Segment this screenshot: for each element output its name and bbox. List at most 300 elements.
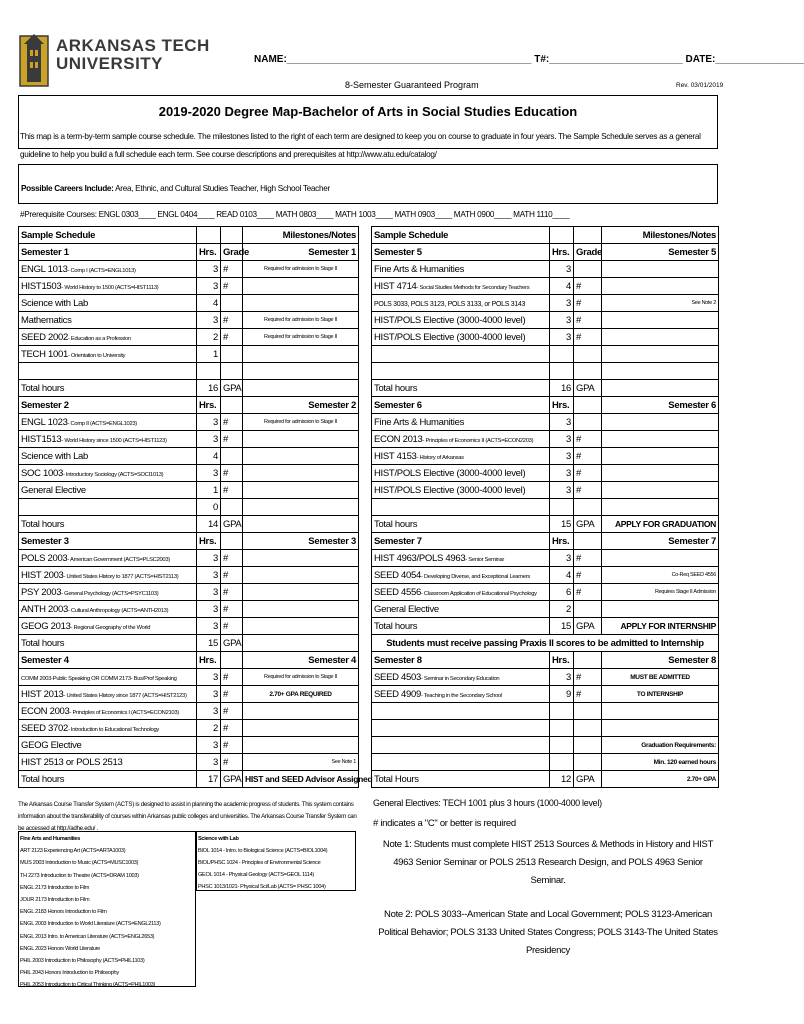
course-code: Total hours: [374, 518, 418, 530]
course-cell: [19, 754, 197, 771]
milestone-cell: [243, 380, 359, 397]
table-row: [19, 533, 359, 550]
hours-cell: 3: [197, 414, 221, 431]
table-row: [372, 737, 719, 754]
list-item: Science with Lab: [198, 836, 239, 842]
course-desc: - Comp II (ACTS=ENGL1023): [67, 420, 137, 427]
course-cell: [19, 414, 197, 431]
course-code: TECH 1001: [21, 348, 68, 360]
grade-cell: GPA: [221, 380, 243, 397]
course-desc: - Senior Seminar: [465, 556, 505, 563]
general-electives: General Electives: TECH 1001 plus 3 hours (1000-4000 level): [373, 798, 602, 808]
hours-cell: 3: [197, 601, 221, 618]
table-row: [372, 363, 719, 380]
milestones-header: Milestones/Notes: [602, 227, 719, 244]
course-cell: [372, 329, 550, 346]
grade-cell: [574, 754, 602, 771]
hours-cell: 3: [550, 295, 574, 312]
semester-label: Semester 1: [19, 244, 197, 261]
milestone-cell: [243, 703, 359, 720]
hours-cell: 3: [197, 584, 221, 601]
course-code: General Elective: [21, 484, 86, 496]
course-cell: [372, 261, 550, 278]
course-code: Science with Lab: [21, 297, 89, 309]
grade-header: [221, 652, 243, 669]
hours-cell: 3: [197, 754, 221, 771]
milestone-cell: [243, 618, 359, 635]
semester-label: Semester 3: [19, 533, 197, 550]
milestone-cell: [243, 346, 359, 363]
hours-cell: [550, 499, 574, 516]
grade-header: Grade: [221, 244, 243, 261]
course-code: SEED 4909: [374, 688, 421, 700]
milestone-cell: [602, 499, 719, 516]
list-item: ENGL 2023 Honors World Literature: [20, 945, 100, 952]
description-text: This map is a term-by-term sample course schedule. The milestones listed to the right of each term are designed to keep you on course to graduate in four years. The Sample Schedule serves as a general guideline to help you build a full schedule each term. See course descriptions and prerequisites at http://www.atu.edu/catalog/: [20, 132, 701, 159]
course-cell: [372, 601, 550, 618]
course-cell: [19, 465, 197, 482]
table-row: [372, 754, 719, 771]
table-row: [372, 244, 719, 261]
hours-cell: 4: [197, 448, 221, 465]
semester-label: Semester 8: [372, 652, 550, 669]
course-cell: [19, 686, 197, 703]
milestone-cell: [602, 431, 719, 448]
list-item: Fine Arts and Humanities: [20, 836, 81, 842]
milestone-cell: [602, 703, 719, 720]
course-desc: - Classroom Application of Educational Psychology: [420, 590, 537, 597]
hours-cell: 3: [197, 669, 221, 686]
course-cell: [372, 414, 550, 431]
hours-cell: 16: [197, 380, 221, 397]
course-cell: [372, 482, 550, 499]
hrs-header: Hrs.: [550, 533, 574, 550]
logo-text-line1: ARKANSAS TECH: [56, 36, 210, 55]
hrs-header: Hrs.: [197, 244, 221, 261]
c-indicator-note: # indicates a "C" or better is required: [373, 818, 516, 829]
grade-cell: [574, 703, 602, 720]
grade-cell: [574, 414, 602, 431]
course-code: Total hours: [21, 637, 65, 649]
table-row: [372, 414, 719, 431]
course-cell: [372, 754, 550, 771]
course-desc: - Cultural Anthropology (ACTS=ANTH2013): [67, 607, 169, 614]
grade-cell: #: [574, 448, 602, 465]
list-item: PHIL 2053 Introduction to Critical Thinking (ACTS=PHIL1003): [20, 982, 156, 989]
course-cell: [19, 584, 197, 601]
course-desc: - United States History since 1877 (ACTS=HIST2123): [63, 692, 187, 699]
milestone-cell: 2.70+ GPA: [602, 771, 719, 788]
course-desc: - Seminar in Secondary Education: [420, 675, 500, 682]
milestone-cell: [243, 448, 359, 465]
table-row: [19, 584, 359, 601]
milestone-cell: [243, 737, 359, 754]
hours-cell: 3: [550, 448, 574, 465]
grade-cell: #: [574, 329, 602, 346]
hours-cell: 4: [550, 567, 574, 584]
course-code: PSY 2003: [21, 586, 62, 598]
hours-cell: 4: [550, 278, 574, 295]
hours-cell: 3: [197, 278, 221, 295]
semester-note: Semester 1: [243, 244, 359, 261]
course-cell: [372, 465, 550, 482]
grade-cell: #: [221, 414, 243, 431]
grade-header: [221, 533, 243, 550]
course-code: ECON 2003: [21, 705, 70, 717]
grade-cell: #: [221, 601, 243, 618]
hours-cell: 3: [197, 431, 221, 448]
course-cell: [372, 499, 550, 516]
table-row: [19, 686, 359, 703]
grade-cell: GPA: [221, 516, 243, 533]
course-code: Science with Lab: [21, 450, 89, 462]
course-cell: [19, 346, 197, 363]
hours-cell: 2: [550, 601, 574, 618]
hours-cell: 3: [550, 431, 574, 448]
grade-cell: #: [574, 686, 602, 703]
table-row: [19, 482, 359, 499]
milestone-cell: [243, 584, 359, 601]
milestone-cell: [602, 414, 719, 431]
grade-cell: [574, 346, 602, 363]
right-header-row: [372, 227, 719, 244]
total-hours-label: [372, 380, 550, 397]
milestone-cell: [602, 550, 719, 567]
table-row: [19, 754, 359, 771]
course-cell: [19, 499, 197, 516]
course-cell: [19, 482, 197, 499]
course-code: HIST/POLS Elective (3000-4000 level): [374, 467, 526, 479]
course-code: Total hours: [374, 620, 418, 632]
table-row: [19, 346, 359, 363]
milestone-cell: TO INTERNSHIP: [602, 686, 719, 703]
course-cell: [372, 567, 550, 584]
course-code: POLS 2003: [21, 552, 68, 564]
hours-cell: 14: [197, 516, 221, 533]
course-code: SEED 4556: [374, 586, 421, 598]
grade-header: [574, 533, 602, 550]
grade-cell: GPA: [221, 771, 243, 788]
hours-cell: 12: [550, 771, 574, 788]
table-row: [19, 516, 359, 533]
table-row: [372, 278, 719, 295]
course-desc: - World History since 1500 (ACTS=HIST1123): [61, 437, 167, 444]
milestone-cell: 2.70+ GPA REQUIRED: [243, 686, 359, 703]
course-code: SEED 4503: [374, 671, 421, 683]
table-row: [372, 669, 719, 686]
course-cell: [372, 720, 550, 737]
course-desc: - American Government (ACTS=PLSC2003): [67, 556, 170, 563]
grade-cell: #: [574, 567, 602, 584]
course-code: HIST 4714: [374, 280, 417, 292]
list-item: BIOL/PHSC 1024 - Principles of Environmental Science: [198, 860, 321, 866]
table-row: [372, 771, 719, 788]
hrs-header: Hrs.: [197, 533, 221, 550]
hours-cell: 3: [197, 618, 221, 635]
list-item: PHIL 2043 Honors Introduction to Philosophy: [20, 970, 119, 977]
course-desc: - General Psychology (ACTS=PSYC1103): [61, 590, 159, 597]
table-row: [372, 295, 719, 312]
course-code: Fine Arts & Humanities: [374, 263, 465, 275]
list-item: ART 2123 Experiencing Art (ACTS=ARTA1003): [20, 848, 126, 855]
milestone-cell: [243, 363, 359, 380]
grade-cell: #: [574, 295, 602, 312]
hours-cell: 3: [197, 567, 221, 584]
sample-schedule-header: Sample Schedule: [19, 227, 197, 244]
grade-cell: #: [574, 550, 602, 567]
hours-cell: 15: [550, 516, 574, 533]
grade-cell: GPA: [574, 771, 602, 788]
grade-cell: [574, 601, 602, 618]
table-row: [19, 244, 359, 261]
course-code: Total hours: [374, 382, 418, 394]
grade-cell: #: [221, 720, 243, 737]
semester-note: Semester 8: [602, 652, 719, 669]
semester-label: Semester 7: [372, 533, 550, 550]
table-row: [372, 380, 719, 397]
course-desc: - Principles of Economics I (ACTS=ECON2103): [69, 709, 179, 716]
course-cell: [372, 584, 550, 601]
list-item: ENGL 2003 Introduction to World Literature (ACTS=ENGL2113): [20, 921, 161, 928]
hours-cell: 3: [550, 669, 574, 686]
table-row: [19, 380, 359, 397]
course-cell: [19, 295, 197, 312]
course-cell: [19, 431, 197, 448]
milestone-cell: [602, 465, 719, 482]
table-row: [19, 737, 359, 754]
table-row: [372, 533, 719, 550]
table-row: [372, 601, 719, 618]
course-cell: [19, 261, 197, 278]
grade-cell: #: [221, 482, 243, 499]
hours-cell: 3: [197, 465, 221, 482]
table-row: [372, 448, 719, 465]
milestone-cell: [602, 482, 719, 499]
hours-cell: 3: [197, 312, 221, 329]
grade-cell: [574, 737, 602, 754]
grade-cell: GPA: [574, 516, 602, 533]
hours-cell: 3: [550, 312, 574, 329]
course-code: HIST 4963/POLS 4963: [374, 552, 466, 564]
grade-cell: #: [574, 584, 602, 601]
hours-cell: 3: [550, 482, 574, 499]
course-cell: [372, 550, 550, 567]
hrs-header: Hrs.: [550, 397, 574, 414]
table-row: [372, 584, 719, 601]
course-code: Total hours: [21, 518, 65, 530]
table-row: [372, 312, 719, 329]
hrs-header: Hrs.: [550, 244, 574, 261]
table-row: [372, 686, 719, 703]
milestone-cell: Required for admission to Stage II: [243, 669, 359, 686]
course-desc: - Regional Geography of the World: [70, 624, 151, 631]
course-cell: [19, 720, 197, 737]
course-code: ECON 2013: [374, 433, 423, 445]
grade-header: [221, 397, 243, 414]
course-cell: [372, 431, 550, 448]
course-desc: - World History to 1500 (ACTS=HIST1113): [61, 284, 159, 291]
hours-cell: 3: [197, 686, 221, 703]
course-cell: [19, 550, 197, 567]
table-row: [19, 720, 359, 737]
table-row: [19, 618, 359, 635]
course-cell: [372, 737, 550, 754]
table-row: [19, 414, 359, 431]
milestone-cell: [243, 635, 359, 652]
left-header-row: [19, 227, 359, 244]
course-cell: [372, 448, 550, 465]
table-row: [19, 397, 359, 414]
course-code: GEOG Elective: [21, 739, 82, 751]
grade-cell: #: [221, 669, 243, 686]
milestone-cell: Graduation Requirements:: [602, 737, 719, 754]
grade-cell: #: [574, 431, 602, 448]
grade-cell: #: [574, 482, 602, 499]
table-row: [19, 278, 359, 295]
course-desc: - Developing Diverse, and Exceptional Learners: [420, 573, 530, 580]
course-code: HIST 2013: [21, 688, 64, 700]
course-code: Mathematics: [21, 314, 72, 326]
course-desc: - Education as a Profession: [67, 335, 131, 342]
course-cell: [372, 295, 550, 312]
prerequisite-courses: #Prerequisite Courses: ENGL 0303____ ENGL 0404____ READ 0103____ MATH 0803____ MATH 1003____ MATH 0903____ MATH 0900____ MATH 1110____: [20, 210, 570, 219]
list-item: ENGL 2013 Intro. to American Literature (ACTS=ENGL2653): [20, 933, 155, 940]
grade-cell: #: [221, 584, 243, 601]
hours-cell: 3: [550, 261, 574, 278]
list-item: GEOL 1014 - Physical Geology (ACTS=GEOL 1114): [198, 872, 314, 878]
table-row: [19, 363, 359, 380]
hours-cell: 15: [197, 635, 221, 652]
table-row: [19, 312, 359, 329]
milestone-cell: [243, 567, 359, 584]
total-hours-label: [372, 771, 550, 788]
table-row: [19, 601, 359, 618]
table-row: [372, 652, 719, 669]
fine-arts-list: [20, 833, 161, 992]
course-desc: - Comp I (ACTS=ENGL1013): [67, 267, 136, 274]
hours-cell: 3: [197, 550, 221, 567]
praxis-notice: Students must receive passing Praxis II scores to be admitted to Internship: [372, 635, 719, 652]
course-cell: [19, 703, 197, 720]
grade-cell: GPA: [221, 635, 243, 652]
milestone-cell: [602, 601, 719, 618]
table-row: [19, 329, 359, 346]
course-code: Total hours: [21, 382, 65, 394]
milestone-cell: [243, 278, 359, 295]
hours-cell: 2: [197, 329, 221, 346]
table-row: [19, 261, 359, 278]
course-cell: [372, 669, 550, 686]
sample-schedule-header: Sample Schedule: [372, 227, 550, 244]
grade-cell: #: [221, 261, 243, 278]
course-cell: [372, 703, 550, 720]
semester-note: Semester 6: [602, 397, 719, 414]
hours-cell: [550, 720, 574, 737]
milestone-cell: See Note 2: [602, 295, 719, 312]
hours-cell: 2: [197, 720, 221, 737]
table-row: [19, 703, 359, 720]
course-cell: [19, 363, 197, 380]
milestone-cell: APPLY FOR INTERNSHIP: [602, 618, 719, 635]
hours-cell: 1: [197, 346, 221, 363]
milestone-cell: HIST and SEED Advisor Assigned: [243, 771, 359, 788]
semester-label: Semester 6: [372, 397, 550, 414]
hours-cell: [550, 346, 574, 363]
grade-cell: [574, 499, 602, 516]
semester-note: Semester 3: [243, 533, 359, 550]
total-hours-label: [372, 516, 550, 533]
hours-cell: [550, 703, 574, 720]
hours-cell: 3: [550, 414, 574, 431]
table-row: [19, 465, 359, 482]
hours-cell: 16: [550, 380, 574, 397]
left-schedule-table: [18, 226, 373, 788]
milestone-cell: [243, 482, 359, 499]
grade-cell: [221, 363, 243, 380]
course-cell: [19, 737, 197, 754]
course-code: HIST1503: [21, 280, 62, 292]
milestone-cell: Co-Req SEED 4556: [602, 567, 719, 584]
grade-cell: #: [574, 312, 602, 329]
course-cell: [372, 363, 550, 380]
grade-cell: #: [221, 567, 243, 584]
list-item: ENGL 2183 Honors Introduction to Film: [20, 909, 107, 916]
hrs-header: Hrs.: [197, 397, 221, 414]
grade-cell: [221, 346, 243, 363]
milestone-cell: [602, 380, 719, 397]
grade-cell: #: [221, 312, 243, 329]
table-row: [372, 703, 719, 720]
course-code: SEED 2002: [21, 331, 68, 343]
milestone-cell: Required for admission to Stage II: [243, 329, 359, 346]
table-row: [372, 567, 719, 584]
table-row: [372, 482, 719, 499]
milestone-cell: [243, 465, 359, 482]
course-code: HIST/POLS Elective (3000-4000 level): [374, 484, 526, 496]
hours-cell: 0: [197, 499, 221, 516]
guarantee-label: 8-Semester Guaranteed Program: [345, 80, 479, 90]
careers-line: [21, 184, 330, 193]
grade-cell: GPA: [574, 380, 602, 397]
milestone-cell: [243, 499, 359, 516]
logo-text-line2: UNIVERSITY: [56, 54, 164, 73]
right-schedule-table: [371, 226, 719, 788]
course-code: SEED 4054: [374, 569, 421, 581]
milestone-cell: [602, 448, 719, 465]
course-code: ENGL 1013: [21, 263, 68, 275]
table-row: [19, 652, 359, 669]
table-row: [372, 720, 719, 737]
milestone-cell: Required for admission to Stage II: [243, 261, 359, 278]
hours-cell: 4: [197, 295, 221, 312]
semester-label: Semester 5: [372, 244, 550, 261]
course-code: Fine Arts & Humanities: [374, 416, 465, 428]
hours-cell: 3: [550, 329, 574, 346]
course-desc: - Principles of Economics II (ACTS=ECON2203): [422, 437, 534, 444]
table-row: [372, 516, 719, 533]
course-code: Total hours: [21, 773, 65, 785]
hrs-header: Hrs.: [550, 652, 574, 669]
milestone-cell: [602, 261, 719, 278]
hours-cell: [550, 737, 574, 754]
grade-cell: #: [574, 465, 602, 482]
milestone-cell: See Note 1: [243, 754, 359, 771]
table-row: [372, 635, 719, 652]
name-id-date-fields[interactable]: NAME:____________________________________________ T#:________________________ DATE:________________: [254, 54, 804, 65]
grade-cell: #: [221, 465, 243, 482]
milestone-cell: Min. 120 earned hours: [602, 754, 719, 771]
total-hours-label: [19, 771, 197, 788]
